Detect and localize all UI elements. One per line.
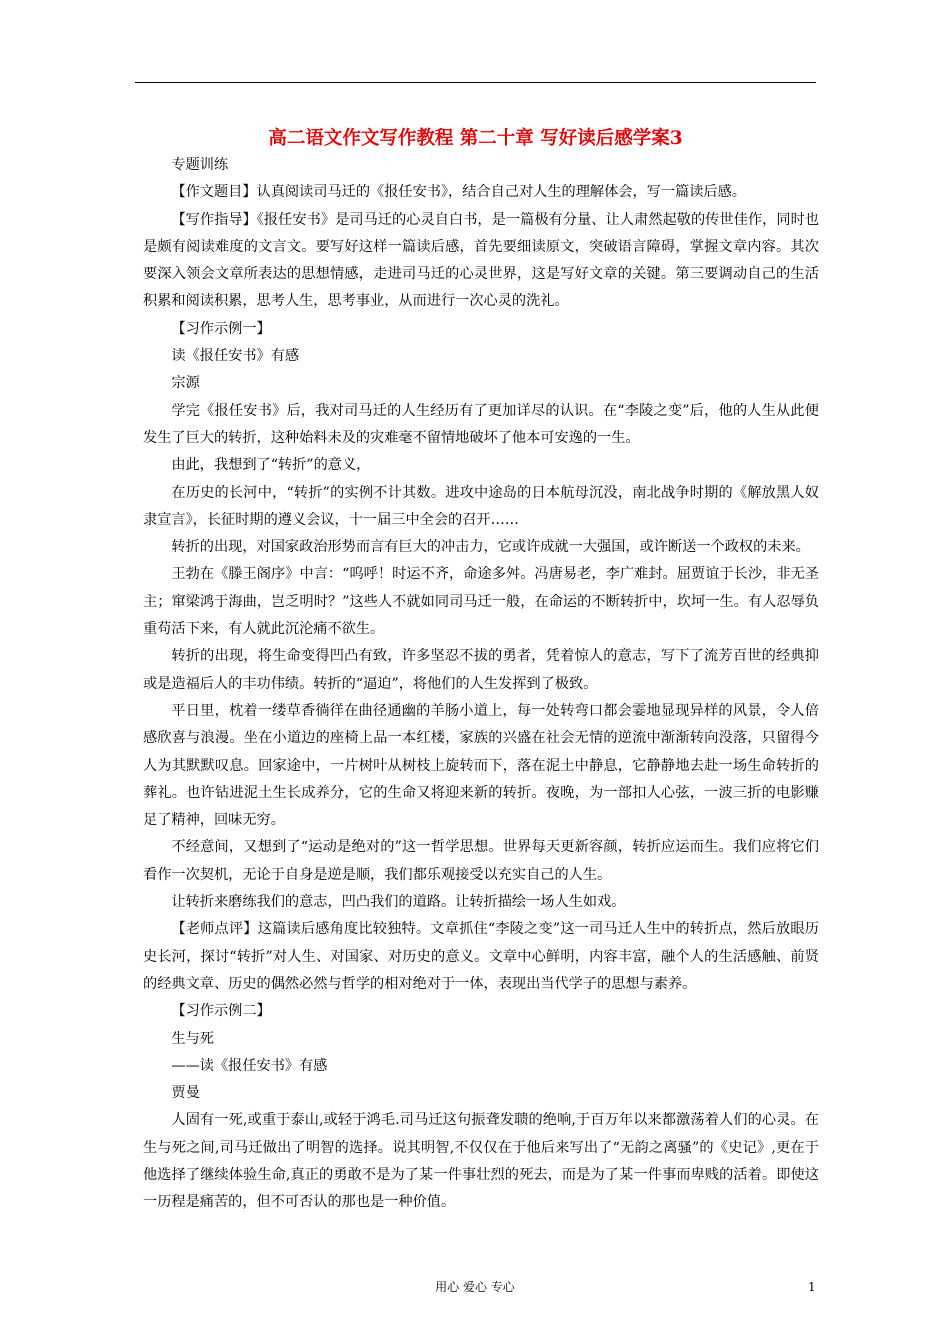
paragraph: 王勃在《滕王阁序》中言：“呜呼！时运不齐，命途多舛。冯唐易老，李广难封。屈贾谊于长沙，非无圣主；窜梁鸿于海曲，岂乏明时？”这些人不就如同司马迁一般，在命运的不断转折中，坎坷一生。有人忍辱负重苟活下来，有人就此沉沦痛不欲生。: [143, 566, 819, 638]
page-title: 高二语文作文写作教程 第二十章 写好读后感学案3: [268, 128, 683, 149]
paragraph: 生与死: [171, 1030, 214, 1047]
paragraph: 【习作示例一】: [171, 320, 271, 337]
paragraph: 专题训练: [171, 157, 229, 173]
paragraph: 【写作指导】《报任安书》是司马迁的心灵自白书，是一篇极有分量、让人肃然起敬的传世佳作，同时也是颇有阅读难度的文言文。要写好这样一篇读后感，首先要细读原文，突破语言障碍，掌握文章内容。其次要深入领会文章所表达的思想情感，走进司马迁的心灵世界，这是写好文章的关键。第三要调动自己的生活积累和阅读积累，思考人生，思考事业，从而进行一次心灵的洗礼。: [143, 211, 819, 310]
paragraph: 平日里，枕着一缕草香徜徉在曲径通幽的羊肠小道上，每一处转弯口都会霎地显现异样的风景，令人倍感欣喜与浪漫。坐在小道边的座椅上品一本红楼，家族的兴盛在社会无情的逆流中渐渐转向没落，只留得今人为其默默叹息。回家途中，一片树叶从树枝上旋转而下，落在泥土中静息，它静静地去赴一场生命转折的葬礼。也许钻进泥土生长成养分，它的生命又将迎来新的转折。夜晚，为一部扣人心弦，一波三折的电影赚足了精神，回味无穷。: [143, 702, 819, 829]
paragraph: 转折的出现，对国家政治形势而言有巨大的冲击力，它或许成就一大强国，或许断送一个政权的未来。: [171, 539, 810, 556]
paragraph: 【习作示例二】: [171, 1003, 271, 1020]
paragraph: 不经意间，又想到了“运动是绝对的”这一哲学思想。世界每天更新容颜，转折应运而生。我们应将它们看作一次契机，无论于自身是逆是顺，我们都乐观接受以充实自己的人生。: [143, 839, 819, 883]
header-rule: [135, 82, 816, 83]
paragraph: 【作文题目】认真阅读司马迁的《报任安书》，结合自己对人生的理解体会，写一篇读后感。: [171, 184, 746, 201]
paragraph: 宗源: [171, 375, 200, 392]
paragraph: 在历史的长河中，“转折”的实例不计其数。进攻中途岛的日本航母沉没，南北战争时期的《解放黑人奴隶宣言》，长征时期的遵义会议，十一届三中全会的召开……: [143, 484, 819, 528]
paragraph: 由此，我想到了“转折”的意义，: [171, 457, 371, 474]
paragraph: 学完《报任安书》后，我对司马迁的人生经历有了更加详尽的认识。在“李陵之变”后，他的人生从此便发生了巨大的转折，这种始料未及的灾难毫不留情地破坏了他本可安逸的一生。: [143, 402, 819, 446]
document-body: [143, 152, 819, 1217]
paragraph: ——读《报任安书》有感: [171, 1057, 328, 1074]
footer-motto: 用心 爱心 专心: [435, 1280, 515, 1294]
paragraph: 转折的出现，将生命变得凹凸有致，许多坚忍不拔的勇者，凭着惊人的意志，写下了流芳百世的经典抑或是造福后人的丰功伟绩。转折的“逼迫”，将他们的人生发挥到了极致。: [143, 648, 819, 692]
paragraph: 人固有一死,或重于泰山,或轻于鸿毛.司马迁这句振聋发聩的绝响,于百万年以来都激荡着人们的心灵。在生与死之间,司马迁做出了明智的选择。说其明智,不仅仅在于他后来写出了“无韵之离骚”的《史记》,更在于他选择了继续体验生命,真正的勇敢不是为了某一件事壮烈的死去，而是为了某一件事而卑贱的活着。即使这一历程是痛苦的，但不可否认的那也是一种价值。: [143, 1112, 819, 1211]
paragraph: 让转折来磨练我们的意志，凹凸我们的道路。让转折描绘一场人生如戏。: [171, 894, 626, 911]
paragraph: 【老师点评】这篇读后感角度比较独特。文章抓住“李陵之变”这一司马迁人生中的转折点，然后放眼历史长河，探讨“转折”对人生、对国家、对历史的意义。文章中心鲜明，内容丰富，融个人的生活感触、前贤的经典文章、历史的偶然必然与哲学的相对绝对于一体，表现出当代学子的思想与素养。: [143, 921, 819, 992]
paragraph: 读《报任安书》有感: [171, 348, 300, 365]
page-number: 1: [808, 1280, 816, 1294]
paragraph: 贾曼: [171, 1085, 200, 1102]
